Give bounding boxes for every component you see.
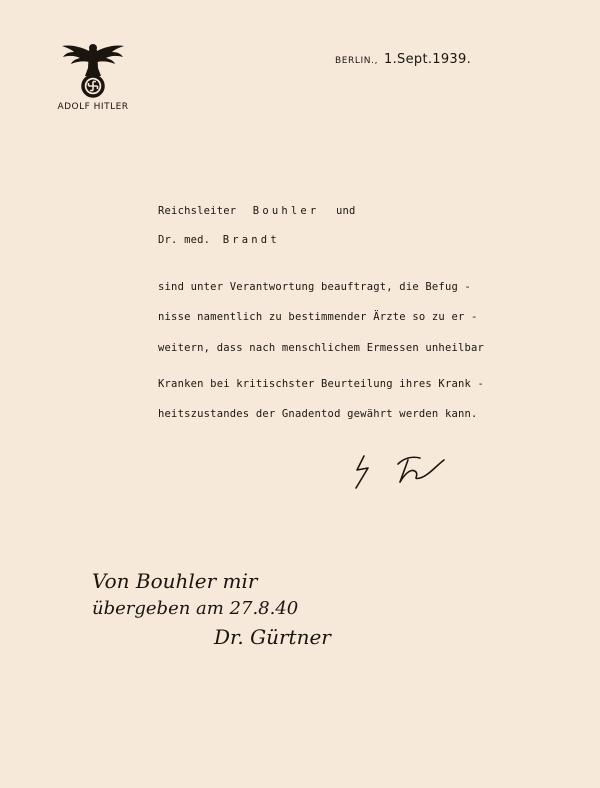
dateline — [335, 52, 471, 67]
addressee-line-2 — [158, 234, 280, 246]
addressee-2-name: Brandt — [222, 234, 280, 246]
addressee-1-name: Bouhler — [252, 205, 320, 217]
handwritten-annotation — [92, 566, 392, 656]
addressee-2-title: Dr. med. — [158, 234, 211, 246]
addressee-line-1 — [158, 205, 356, 217]
body-line: Kranken bei kritischster Beurteilung ihres Krank - — [158, 378, 485, 390]
handwritten-signature-icon — [348, 448, 468, 496]
dateline-city: BERLIN., — [335, 56, 379, 66]
body-line: weitern, dass nach menschlichem Ermessen unheilbar — [158, 342, 485, 354]
annotation-line-1: Von Bouhler mir — [92, 569, 258, 593]
annotation-line-3: Dr. Gürtner — [214, 625, 331, 649]
addressee-1-title: Reichsleiter — [158, 205, 237, 217]
eagle-emblem-icon — [60, 38, 126, 100]
letterhead-name: ADOLF HITLER — [57, 102, 129, 112]
body-line: sind unter Verantwortung beauftragt, die Befug - — [158, 281, 472, 293]
body-line: heitszustandes der Gnadentod gewährt werden kann. — [158, 408, 478, 420]
annotation-line-2: übergeben am 27.8.40 — [92, 598, 299, 619]
letterhead — [52, 38, 134, 118]
addressee-conjunction: und — [335, 205, 356, 217]
dateline-date: 1.Sept.1939. — [384, 52, 471, 67]
body-line: nisse namentlich zu bestimmender Ärzte so zu er - — [158, 311, 478, 323]
